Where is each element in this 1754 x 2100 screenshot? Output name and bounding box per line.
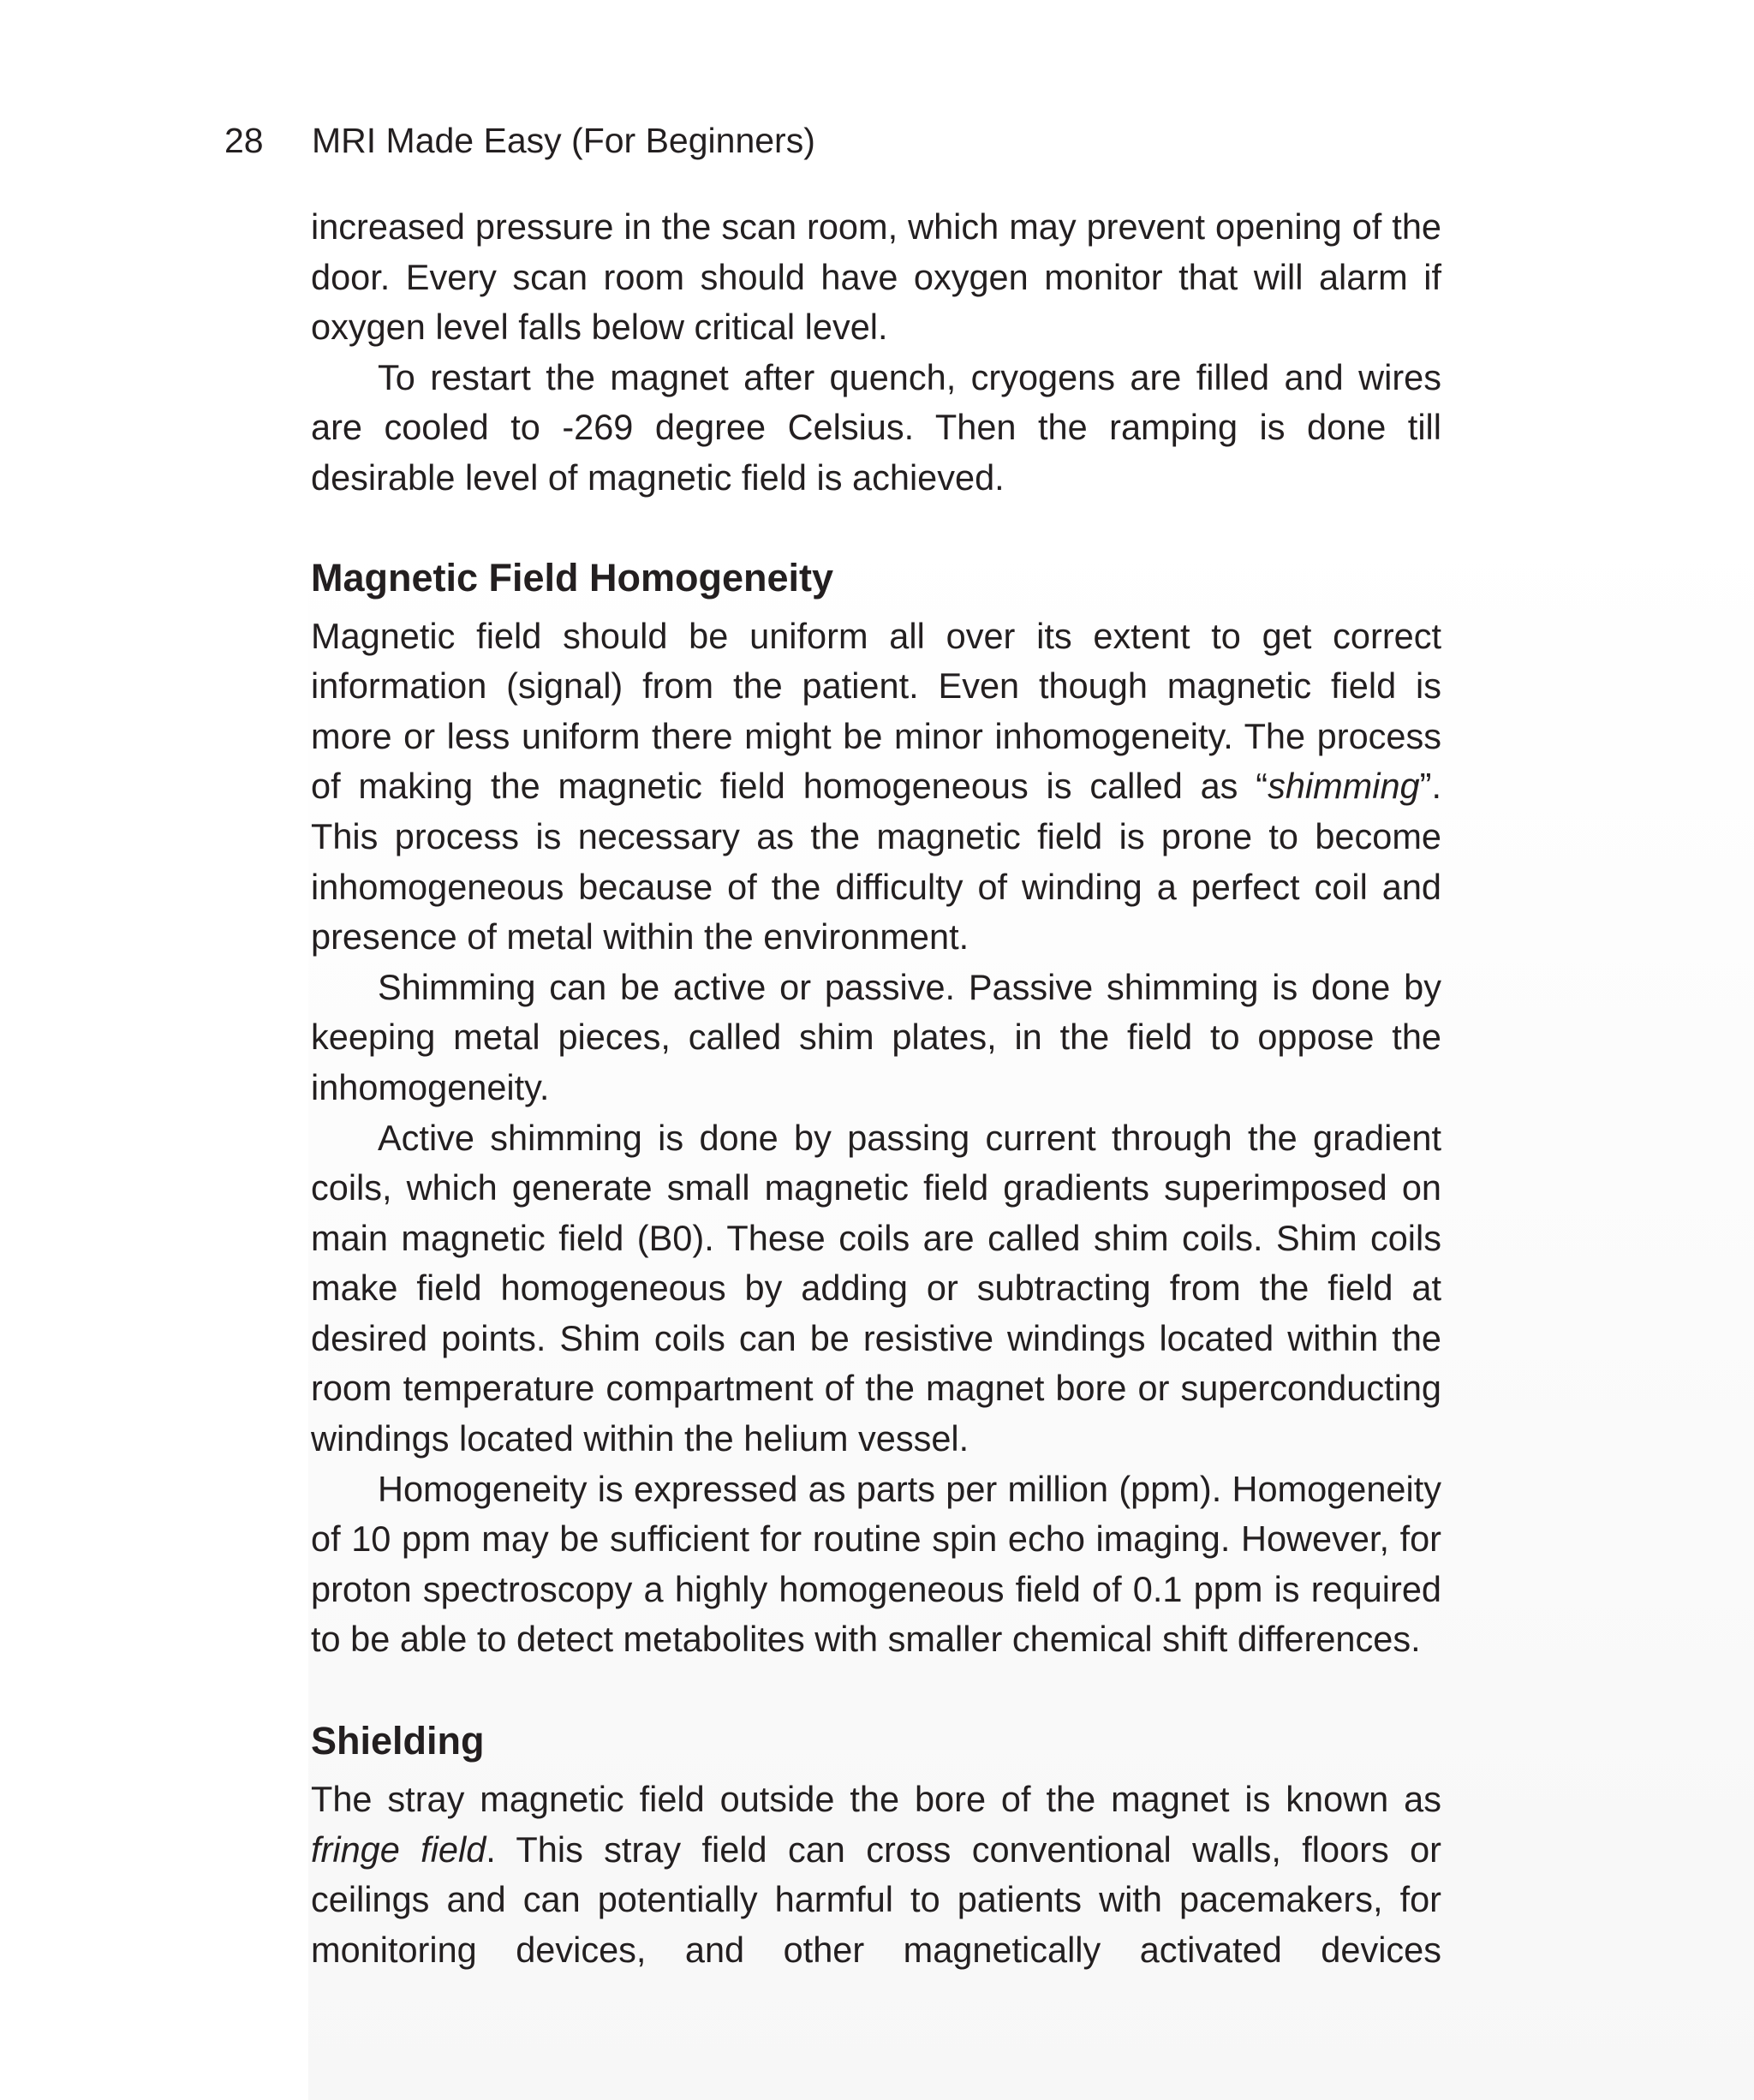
text-run: The stray magnetic field outside the bore of the magnet is known as	[311, 1779, 1441, 1820]
text-block	[311, 202, 1441, 1975]
paragraph-intro-continuation: increased pressure in the scan room, which may prevent opening of the door. Every scan room should have oxygen monitor that will alarm if oxygen level falls below critical level.	[311, 206, 1441, 348]
paragraph-homogeneity-1	[311, 612, 1441, 963]
text-run: ”. This process is necessary as the magnetic field is prone to become inhomogeneous because of the difficulty of winding a perfect coil and presence of metal within the environment.	[311, 766, 1441, 958]
book-title: MRI Made Easy (For Beginners)	[312, 121, 815, 160]
paragraph-shielding-1	[311, 1775, 1441, 1975]
paragraph-homogeneity-4: Homogeneity is expressed as parts per million (ppm). Homogeneity of 10 ppm may be sufficient for routine spin echo imaging. However, for proton spectroscopy a highly homogeneous field of 0.1 ppm is required to be able to detect metabolites with smaller chemical shift differences.	[311, 1468, 1441, 1660]
italic-term-fringe-field: fringe field	[311, 1829, 486, 1870]
paragraph-homogeneity-3: Active shimming is done by passing current through the gradient coils, which generate small magnetic field gradients superimposed on main magnetic field (B0). These coils are called shim coils. Shim coils make field homogeneous by adding or subtracting from the field at desired points. Shim coils can be resistive windings located within the room temperature compartment of the magnet bore or superconducting windings located within the helium vessel.	[311, 1117, 1441, 1459]
text-run: Magnetic field should be uniform all over its extent to get correct information (signal) from the patient. Even though magnetic field is more or less uniform there might be minor inhomogeneity. The process of making the magnetic field homogeneous is called as “	[311, 615, 1441, 807]
section-heading-shielding: Shielding	[311, 1719, 485, 1763]
page-number: 28	[224, 121, 264, 160]
text-run: . This stray field can cross conventional walls, floors or ceilings and can potentially harmful to patients with pacemakers, for monitoring devices, and other magnetically activated devices	[311, 1829, 1441, 1970]
paragraph-restart-magnet: To restart the magnet after quench, cryogens are filled and wires are cooled to -269 degree Celsius. Then the ramping is done till desirable level of magnetic field is achieved.	[311, 356, 1441, 498]
italic-term-shimming: shimming	[1268, 766, 1420, 807]
section-heading-homogeneity: Magnetic Field Homogeneity	[311, 555, 834, 600]
running-head	[224, 116, 815, 164]
paragraph-homogeneity-2: Shimming can be active or passive. Passive shimming is done by keeping metal pieces, called shim plates, in the field to oppose the inhomogeneity.	[311, 966, 1441, 1107]
